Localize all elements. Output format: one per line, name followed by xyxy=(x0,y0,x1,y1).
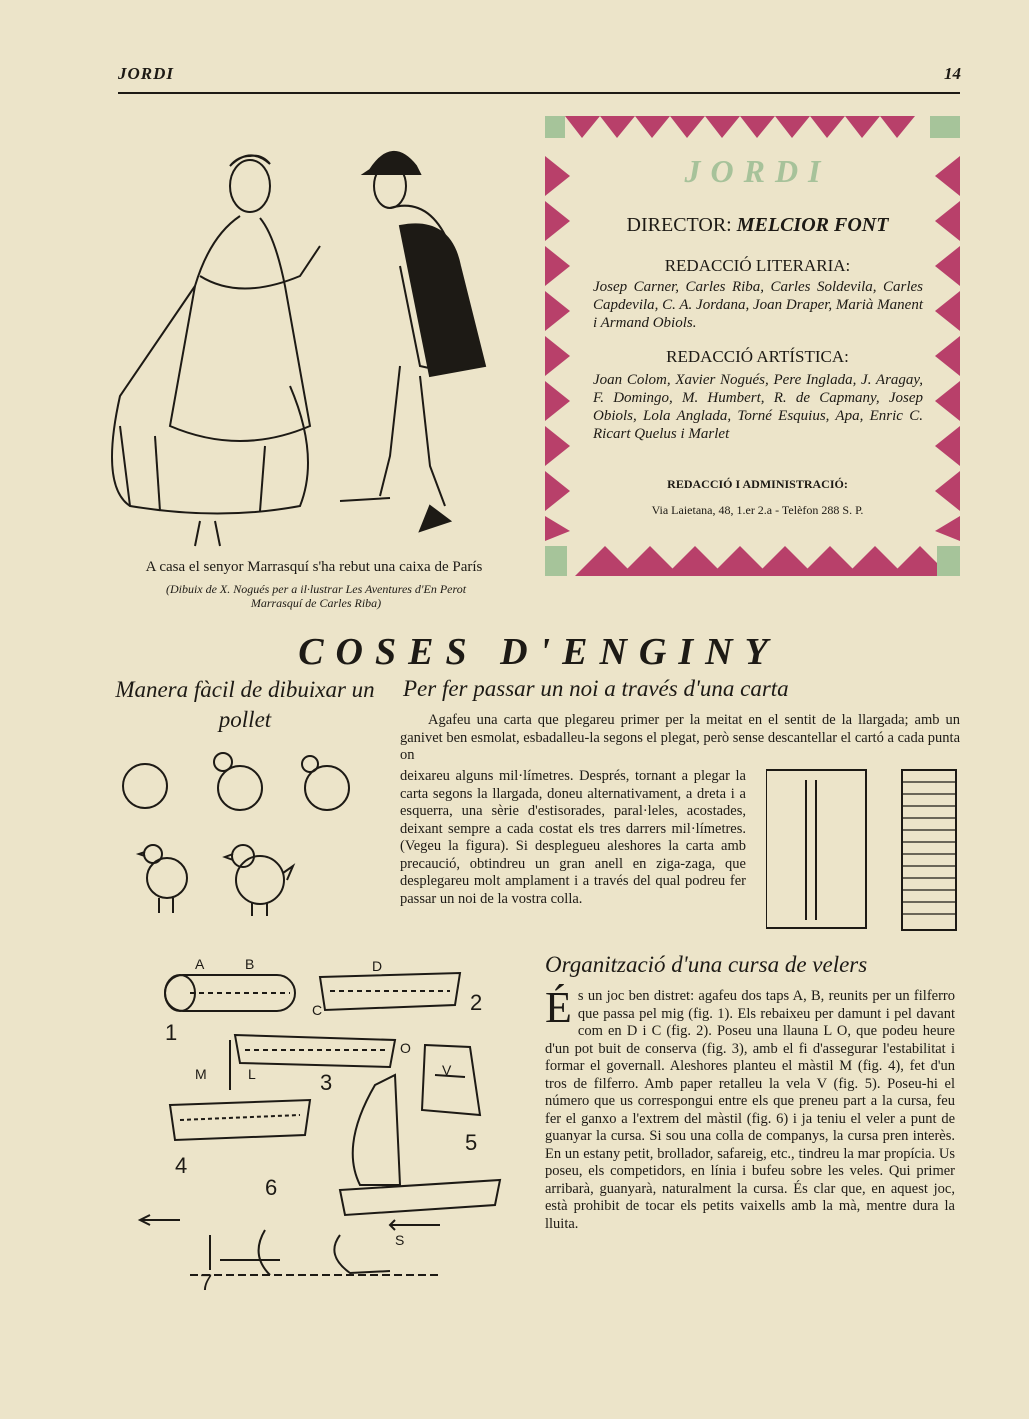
literary-names: Josep Carner, Carles Riba, Carles Soldevila, Carles Capdevila, C. A. Jordana, Joan Draper, Marià Manent i Armand Obiols. xyxy=(593,279,923,331)
masthead-director xyxy=(585,214,930,237)
fig-number-3: 3 xyxy=(320,1070,333,1095)
journal-header-title: JORDI xyxy=(118,64,175,83)
label-v: V xyxy=(442,1062,452,1078)
subtitle-card: Per fer passar un noi a través d'una carta xyxy=(403,676,789,701)
card-cut-figure xyxy=(766,768,961,933)
fig-number-2: 2 xyxy=(470,990,483,1015)
sailboat-construction-drawing xyxy=(110,955,510,1300)
admin-address: Via Laietana, 48, 1.er 2.a - Telèfon 288 S. P. xyxy=(651,503,864,517)
label-d: D xyxy=(372,958,383,974)
race-paragraph xyxy=(545,983,955,1233)
subtitle-race: Organització d'una cursa de velers xyxy=(545,952,868,977)
fig-number-6: 6 xyxy=(265,1175,278,1200)
credit-line-2: Marrasquí de Carles Riba) xyxy=(250,596,382,610)
race-text: s un joc ben distret: agafeu dos taps A, B, reunits per un filferro que passa pel mig (fig. 1). Els rebaixeu per damunt i pel davant com en D i C (fig. 2). Poseu una llauna L O, que podeu heure d'un pot buit de conserva (fig. 3), amb el fi d'assegurar l'estabilitat i formar el governall. Aleshores planteu el màstil M (fig. 4), fet d'un tros de filferro. Amb paper retalleu la vela V (fig. 5). Poseu-hi el número que us correspongui entre els que preneu part a la cursa, feu fer el ganxo a l'extrem del màstil (fig. 6) i ja teniu el veler a punt de guanyar la cursa. Si sou una colla de companys, la cursa pren interès. En un estany petit, brollador, safareig, etc., tindreu la mar propícia. Us poseu, els competidors, en línia i bufeu sobre les veles. Qui primer arribarà, guanyarà, naturalment la cursa. És clar que, en aquest joc, està prohibit de tocar els petits vaixells amb la mà, mentre dura la lluita. xyxy=(545,988,955,1232)
header-rule xyxy=(118,92,960,94)
label-m: M xyxy=(195,1066,207,1082)
credit-line-1: (Dibuix de X. Nogués per a il·lustrar Les Aventures d'En Perot xyxy=(165,582,467,596)
director-label: DIRECTOR: xyxy=(626,214,732,236)
label-s: S xyxy=(395,1232,405,1248)
card-paragraph-rest: deixareu alguns mil·límetres. Després, tornant a plegar la carta segons la llargada, doneu alternativament, a dreta i a esquerra, una sèrie d'estisorades, paral·leles, acostades, deixant sempre a cada costat els tres darrers mil·límetres. (Vegeu la figura). Si desplegueu aleshores la carta amb precaució, obtindreu un gran anell en ziga-zaga, que desplegareu molt amplament i a través del qual podreu fer passar un noi de la vostra colla. xyxy=(400,768,746,907)
admin-heading: REDACCIÓ I ADMINISTRACIÓ: xyxy=(667,477,848,491)
label-b: B xyxy=(245,956,255,972)
couple-illustration xyxy=(100,126,540,556)
label-l: L xyxy=(248,1066,256,1082)
label-o: O xyxy=(400,1040,411,1056)
fig-number-4: 4 xyxy=(175,1153,188,1178)
race-dropcap: É xyxy=(545,983,572,1032)
masthead-logo: JORDI xyxy=(684,153,831,189)
illustration-credit xyxy=(110,582,522,610)
director-name: MELCIOR FONT xyxy=(736,214,889,236)
page-number: 14 xyxy=(944,64,961,83)
fig-number-1: 1 xyxy=(165,1020,178,1045)
literary-heading: REDACCIÓ LITERARIA: xyxy=(664,256,851,275)
section-title: COSES D'ENGINY xyxy=(298,631,780,673)
subtitle-chick: Manera fàcil de dibuixar un pollet xyxy=(115,677,375,732)
illustration-caption: A casa el senyor Marrasquí s'ha rebut una caixa de París xyxy=(145,559,483,575)
fig-number-5: 5 xyxy=(465,1130,478,1155)
artistic-names: Joan Colom, Xavier Nogués, Pere Inglada, J. Aragay, F. Domingo, M. Humbert, R. de Capmany, Josep Obiols, Lola Anglada, Torné Esquius, Apa, Enric C. Ricart Quelus i Marlet xyxy=(593,372,923,442)
label-c: C xyxy=(312,1002,323,1018)
fig-number-7: 7 xyxy=(200,1270,213,1295)
chick-drawing-steps xyxy=(115,748,365,923)
label-a: A xyxy=(195,956,205,972)
card-paragraph-intro: Agafeu una carta que plegareu primer per la meitat en el sentit de la llargada; amb un ganivet ben esmolat, esbadalleu-la segons el plegat, però sense descantellar el cartó a cada punta on xyxy=(400,712,960,763)
artistic-heading: REDACCIÓ ARTÍSTICA: xyxy=(666,347,849,366)
